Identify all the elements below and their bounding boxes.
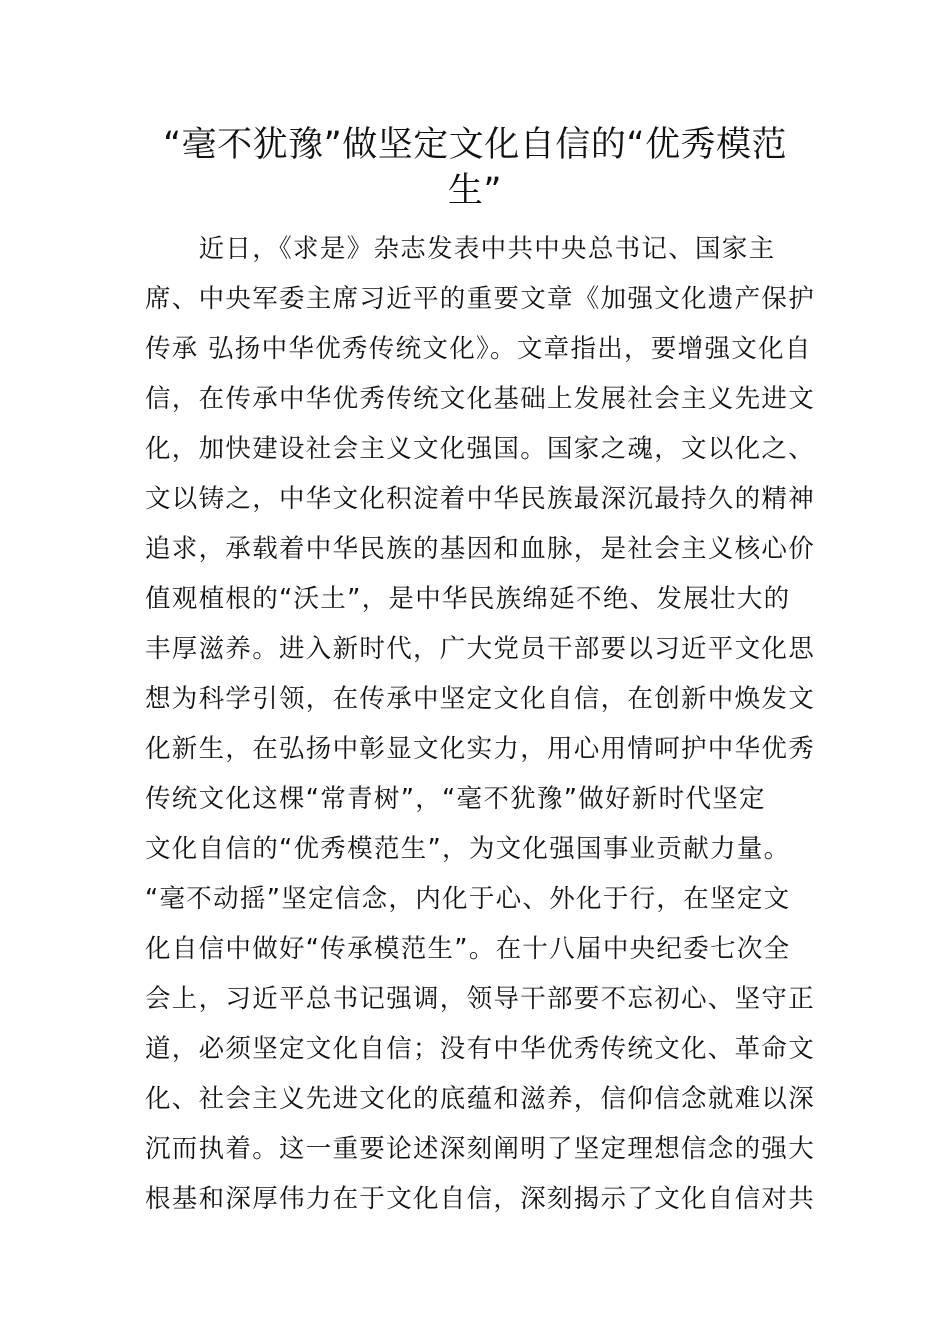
body-line: 文以铸之，中华文化积淀着中华民族最深沉最持久的精神 (145, 484, 816, 514)
body-line: “毫不动摇”坚定信念，内化于心、外化于行，在坚定文 (145, 884, 791, 914)
body-line: 追求，承载着中华民族的基因和血脉，是社会主义核心价 (145, 534, 816, 564)
body-line: 化自信中做好“传承模范生”。在十八届中央纪委七次全 (145, 934, 791, 964)
title-line-1: “毫不犹豫”做坚定文化自信的“优秀模范 (163, 125, 787, 165)
body-line: 会上，习近平总书记强调，领导干部要不忘初心、坚守正 (145, 984, 816, 1014)
document-title (140, 122, 810, 214)
body-line: 化、社会主义先进文化的底蕴和滋养，信仰信念就难以深 (145, 1084, 816, 1114)
body-line: 近日，《求是》杂志发表中共中央总书记、国家主 (145, 234, 776, 264)
body-line: 道，必须坚定文化自信；没有中华优秀传统文化、革命文 (145, 1034, 816, 1064)
body-line: 沉而执着。这一重要论述深刻阐明了坚定理想信念的强大 (145, 1134, 816, 1164)
body-line: 化新生，在弘扬中彰显文化实力，用心用情呵护中华优秀 (145, 734, 816, 764)
body-line: 值观植根的“沃土”，是中华民族绵延不绝、发展壮大的 (145, 584, 791, 614)
body-line: 文化自信的“优秀模范生”，为文化强国事业贡献力量。 (145, 834, 791, 864)
body-line: 传承 弘扬中华优秀传统文化》。文章指出，要增强文化自 (145, 334, 812, 364)
body-line: 想为科学引领，在传承中坚定文化自信，在创新中焕发文 (145, 684, 816, 714)
body-line: 信，在传承中华优秀传统文化基础上发展社会主义先进文 (145, 384, 816, 414)
document-body (145, 224, 816, 1224)
body-line: 传统文化这棵“常青树”，“毫不犹豫”做好新时代坚定 (145, 784, 766, 814)
title-line-2: 生” (447, 171, 503, 211)
body-line: 席、中央军委主席习近平的重要文章《加强文化遗产保护 (145, 284, 816, 314)
body-line: 化，加快建设社会主义文化强国。国家之魂，文以化之、 (145, 434, 816, 464)
body-line: 丰厚滋养。进入新时代，广大党员干部要以习近平文化思 (145, 634, 816, 664)
body-line: 根基和深厚伟力在于文化自信，深刻揭示了文化自信对共 (145, 1184, 816, 1214)
